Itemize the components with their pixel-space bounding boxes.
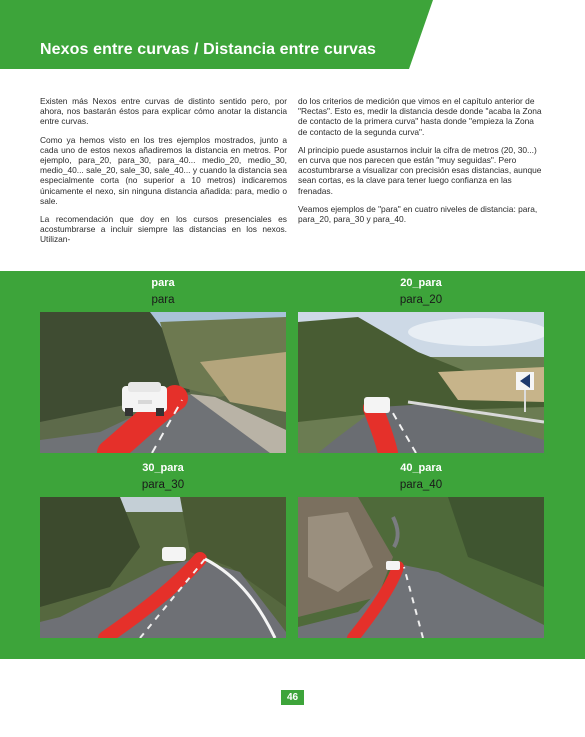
example-para — [40, 276, 286, 307]
road-photo-para-40 — [298, 497, 544, 638]
text-column-right — [298, 96, 545, 232]
example-subcaption: para_30 — [141, 479, 185, 491]
road-photo-para-30 — [40, 497, 286, 638]
example-caption: 30_para — [142, 462, 184, 474]
example-subcaption: para_40 — [399, 479, 443, 491]
paragraph: La recomendación que doy en los cursos presenciales es acostumbrarse a incluir siempre las distancias en los nexos. Utilizan- — [40, 214, 287, 245]
example-caption: 40_para — [400, 462, 442, 474]
paragraph: Al principio puede asustarnos incluir la cifra de metros (20, 30...) en curva que nos parecen que están "muy seguidas". Pero acostumbrarse a visualizar con precisión esas distancias, aunque sean cortas, es la clave para tener luego confianza en las frenadas. — [298, 144, 542, 196]
paragraph: Como ya hemos visto en los tres ejemplos mostrados, junto a cada uno de estos nexos añadiremos la distancia en metros. Por ejemplo, para_20, para_30, para_40... medio_20, medio_30, medio_40... sale_20, sale_30, sale_40... y cuando la distancia sea especialmente corta (no superior a 10 metros) indicaremos únicamente el nexo, sin ninguna distancia añadida: para, medio o sale. — [40, 134, 287, 206]
examples-panel — [0, 271, 585, 659]
example-caption: 20_para — [400, 277, 442, 289]
example-para-40 — [298, 461, 544, 492]
paragraph: Existen más Nexos entre curvas de distinto sentido pero, por ahora, nos bastarán éstos para explicar cómo anotar la distancia entre curvas. — [40, 96, 287, 127]
page-number: 46 — [281, 690, 304, 705]
road-photo-para-20 — [298, 312, 544, 453]
example-caption: para — [151, 277, 175, 289]
example-para-20 — [298, 276, 544, 307]
paragraph: Veamos ejemplos de "para" en cuatro niveles de distancia: para, para_20, para_30 y para_40. — [298, 203, 538, 225]
page-title: Nexos entre curvas / Distancia entre curvas — [40, 41, 377, 58]
example-para-30 — [40, 461, 286, 492]
paragraph: do los criterios de medición que vimos en el capítulo anterior de "Rectas". Esto es, medir la distancia desde donde "acaba la Zona de contacto de la primera curva" hasta donde "empieza la Zona de contacto de la segunda curva". — [298, 96, 542, 137]
example-subcaption: para — [151, 294, 175, 306]
example-subcaption: para_20 — [399, 294, 443, 306]
text-column-left — [40, 96, 287, 253]
road-photo-para — [40, 312, 286, 453]
